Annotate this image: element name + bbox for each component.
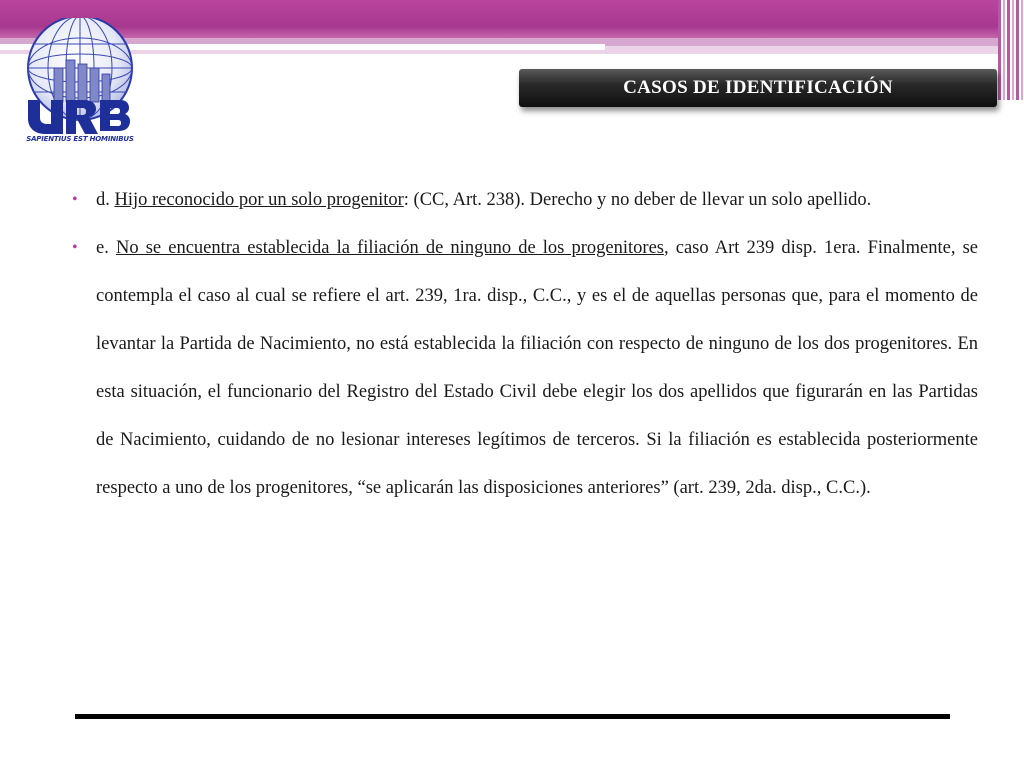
logo-motto: SAPIENTIUS EST HOMINIBUS [26, 135, 134, 143]
list-item [72, 176, 978, 224]
title-bar [519, 69, 997, 107]
item-heading: No se encuentra establecida la filiación de ninguno de los progenitores [115, 238, 664, 258]
top-band-white-right [605, 56, 950, 59]
footer-divider [75, 714, 950, 719]
content-body [72, 176, 978, 512]
top-band-main [0, 0, 1000, 38]
corner-stripes [998, 0, 1024, 100]
item-prefix: e. [96, 238, 116, 258]
item-text: , caso Art 239 disp. 1era. Finalmente, se contempla el caso al cual se refiere el art. 239, 1ra. disp., C.C., y es el de aquellas personas que, para el momento de levantar la Partida de Nacimiento, no está establecida la filiación con respecto de ninguno de los dos progenitores. En esta situación, el funcionario del Registro del Estado Civil debe elegir los dos apellidos que figurarán en las Partidas de Nacimiento, cuidando de no lesionar intereses legítimos de terceros. Si la filiación es establecida posteriormente respecto a uno de los progenitores, “se aplicarán las disposiciones anteriores” (art. 239, 2da. disp., C.C.). [96, 238, 978, 498]
bullet-icon: • [72, 191, 78, 208]
item-prefix: d. [96, 190, 115, 210]
item-heading: Hijo reconocido por un solo progenitor [114, 190, 404, 210]
urbe-logo [24, 18, 136, 148]
list-item [72, 224, 978, 512]
item-text: : (CC, Art. 238). Derecho y no deber de llevar un solo apellido. [403, 190, 872, 210]
page-title: CASOS DE IDENTIFICACIÓN [623, 77, 893, 98]
bullet-icon: • [72, 239, 78, 256]
globe-logo-icon [24, 18, 136, 136]
